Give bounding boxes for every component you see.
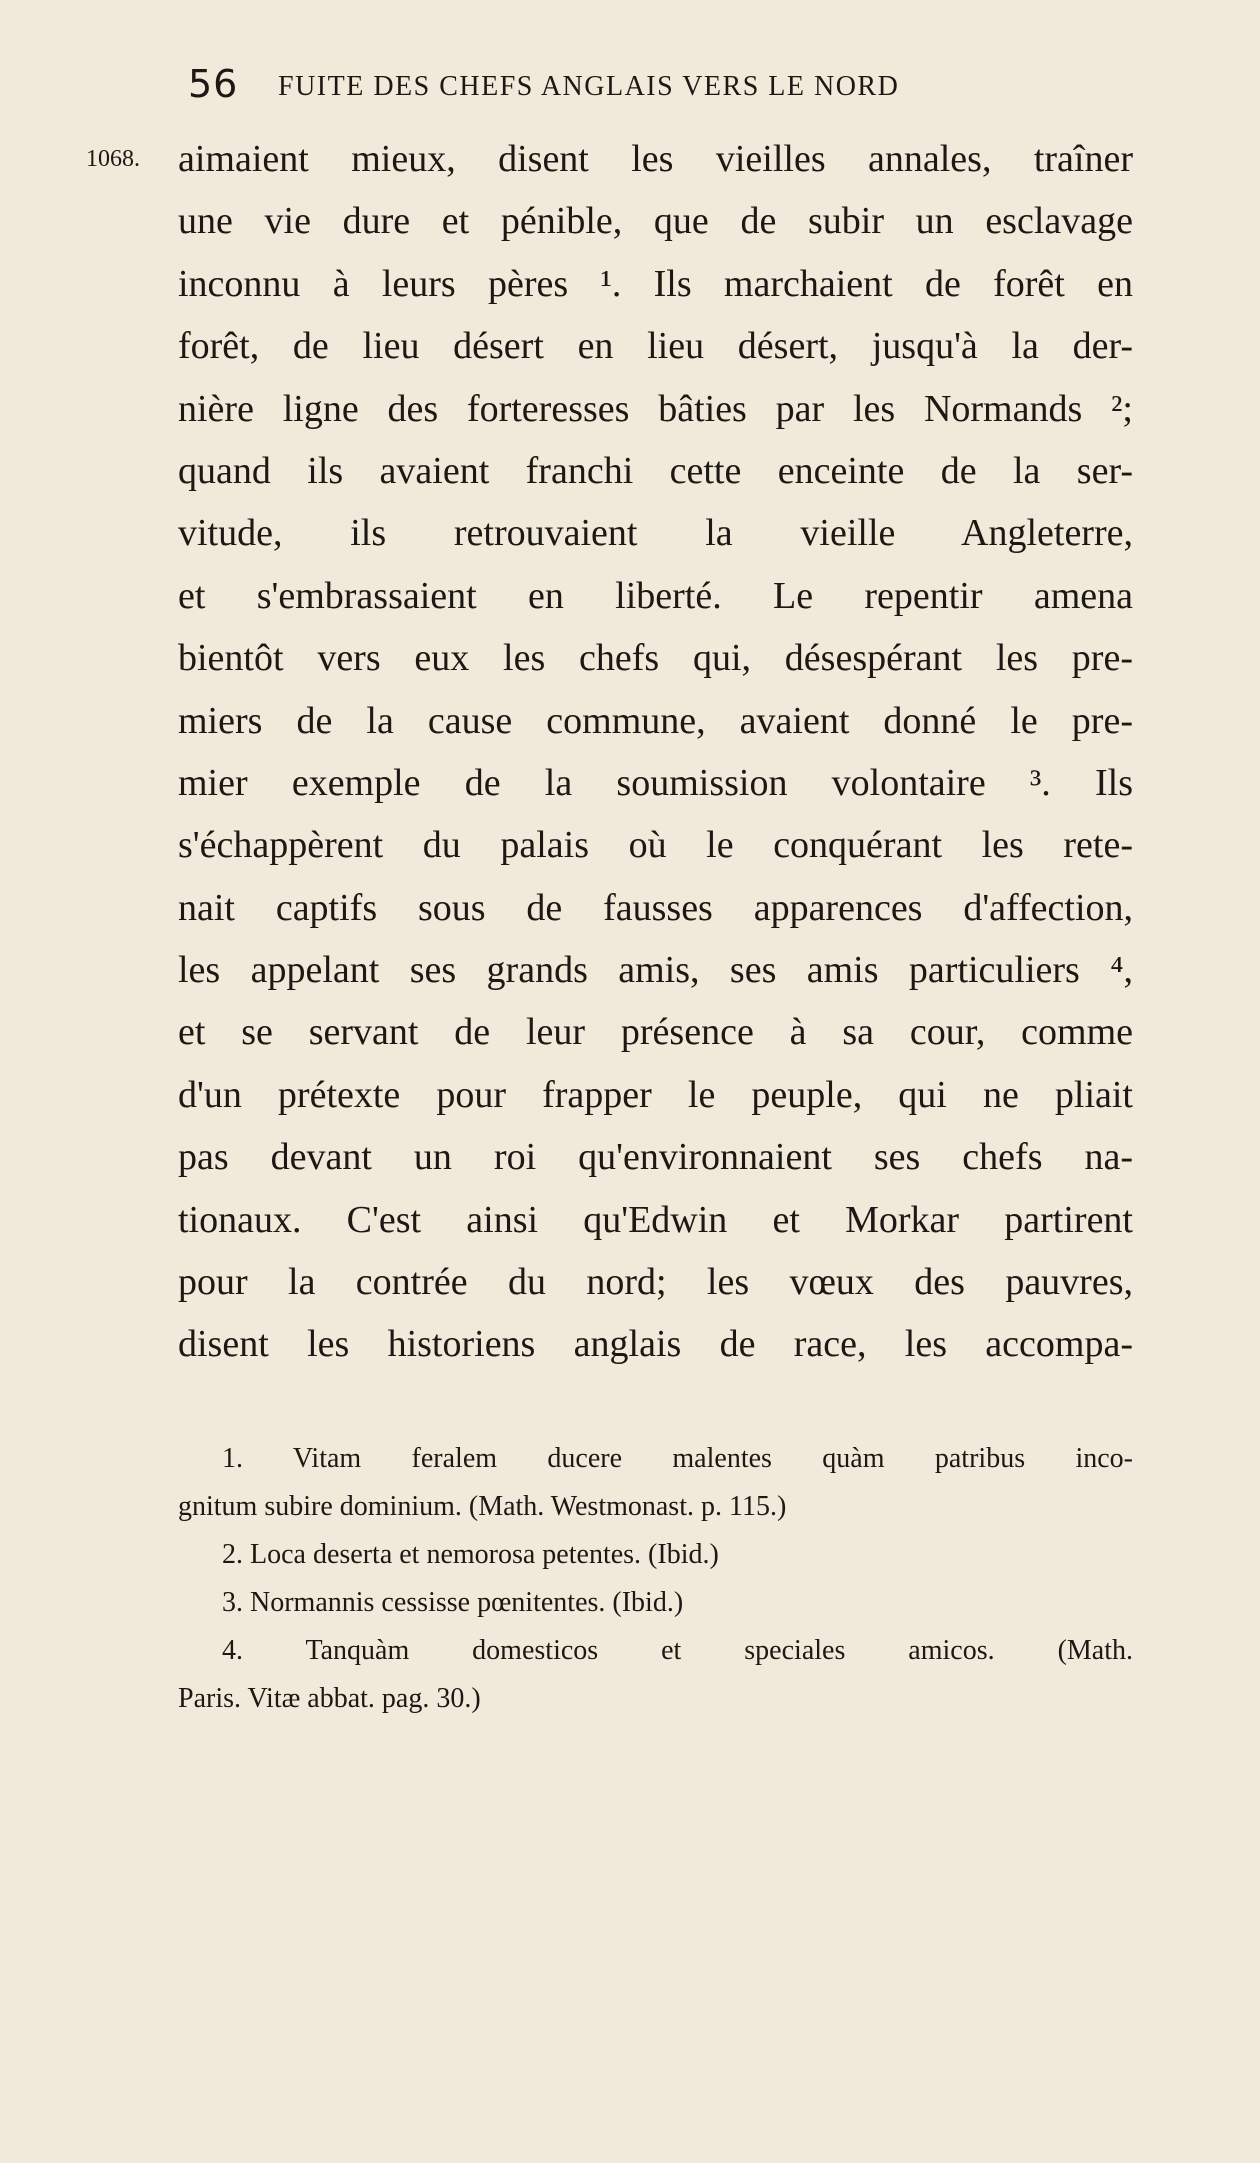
margin-year: 1068. bbox=[86, 146, 140, 172]
page-header bbox=[188, 62, 1088, 112]
body-line: pas devant un roi qu'environnaient ses chefs na- bbox=[178, 1136, 1133, 1179]
running-head: FUITE DES CHEFS ANGLAIS VERS LE NORD bbox=[278, 71, 900, 102]
body-text bbox=[178, 128, 1133, 1376]
body-line: inconnu à leurs pères ¹. Ils marchaient de forêt en bbox=[178, 262, 1133, 305]
footnote-1-line-1: 1. Vitam feralem ducere malentes quàm patribus inco- bbox=[222, 1443, 1133, 1474]
body-line: les appelant ses grands amis, ses amis particuliers ⁴, bbox=[178, 949, 1133, 992]
body-line: une vie dure et pénible, que de subir un esclavage bbox=[178, 200, 1133, 243]
body-line: et s'embrassaient en liberté. Le repentir amena bbox=[178, 574, 1133, 617]
body-line: forêt, de lieu désert en lieu désert, jusqu'à la der- bbox=[178, 325, 1133, 368]
body-line: d'un prétexte pour frapper le peuple, qui ne pliait bbox=[178, 1073, 1133, 1116]
body-line: nière ligne des forteresses bâties par les Normands ²; bbox=[178, 387, 1133, 430]
body-line: nait captifs sous de fausses apparences d'affection, bbox=[178, 886, 1133, 929]
page-number: 56 bbox=[188, 62, 239, 106]
footnotes bbox=[178, 1435, 1133, 1723]
footnote-2: 2. Loca deserta et nemorosa petentes. (Ibid.) bbox=[222, 1539, 719, 1570]
body-line: vitude, ils retrouvaient la vieille Angleterre, bbox=[178, 512, 1133, 555]
body-line: disent les historiens anglais de race, les accompa- bbox=[178, 1323, 1133, 1366]
body-line: tionaux. C'est ainsi qu'Edwin et Morkar partirent bbox=[178, 1198, 1133, 1241]
body-line: miers de la cause commune, avaient donné le pre- bbox=[178, 699, 1133, 742]
body-line: s'échappèrent du palais où le conquérant les rete- bbox=[178, 824, 1133, 867]
body-line: mier exemple de la soumission volontaire ³. Ils bbox=[178, 761, 1133, 804]
footnote-4-line-2: Paris. Vitæ abbat. pag. 30.) bbox=[178, 1683, 481, 1714]
body-line: et se servant de leur présence à sa cour, comme bbox=[178, 1011, 1133, 1054]
body-line: quand ils avaient franchi cette enceinte de la ser- bbox=[178, 449, 1133, 492]
body-line: aimaient mieux, disent les vieilles annales, traîner bbox=[178, 138, 1133, 180]
body-line: bientôt vers eux les chefs qui, désespérant les pre- bbox=[178, 637, 1133, 680]
footnote-3: 3. Normannis cessisse pœnitentes. (Ibid.) bbox=[222, 1587, 684, 1618]
body-line: pour la contrée du nord; les vœux des pauvres, bbox=[178, 1261, 1133, 1304]
footnote-1-line-2: gnitum subire dominium. (Math. Westmonast. p. 115.) bbox=[178, 1491, 787, 1522]
footnote-4-line-1: 4. Tanquàm domesticos et speciales amicos. (Math. bbox=[222, 1635, 1133, 1666]
